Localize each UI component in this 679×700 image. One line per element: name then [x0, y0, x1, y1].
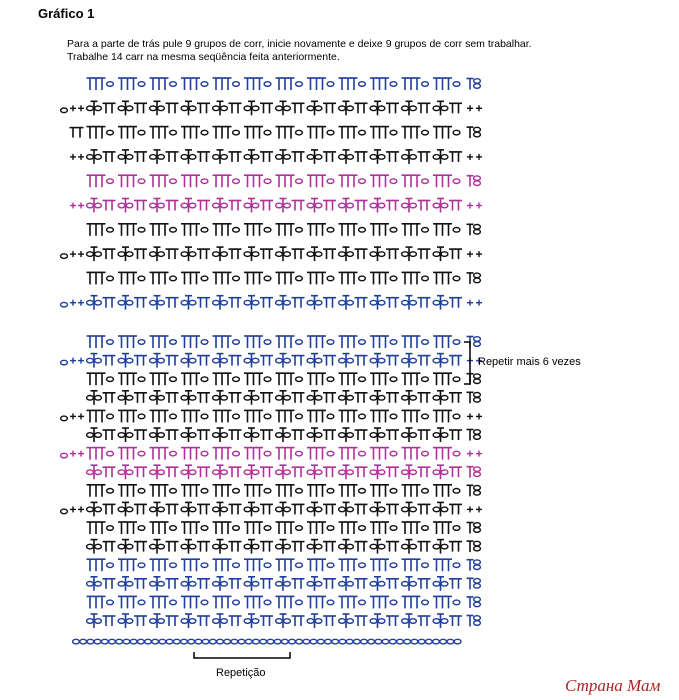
- chart-row-bottom-11: [87, 522, 481, 534]
- chart-row-bottom-16: [87, 614, 481, 628]
- chart-row-bottom-7: [61, 448, 482, 460]
- chart-title: Gráfico 1: [38, 6, 95, 21]
- instruction-line-1: Para a parte de trás pule 9 grupos de corr, inicie novamente e deixe 9 grupos de corr sem trabalhar.: [67, 38, 532, 50]
- repetition-bracket: [194, 652, 290, 658]
- repeat-bracket: [464, 342, 470, 384]
- chart-row-bottom-14: [87, 577, 481, 591]
- chart-row-bottom-13: [87, 559, 481, 571]
- chart-row-bottom-15: [87, 596, 481, 608]
- chart-row-top-3: [70, 127, 481, 139]
- chart-row-top-4: [70, 150, 482, 164]
- chart-row-top-1: [87, 78, 481, 90]
- chart-row-bottom-2: [61, 354, 482, 368]
- chart-row-top-9: [87, 272, 481, 284]
- watermark-logo: Страна Мам: [565, 676, 661, 695]
- chart-row-top-6: [70, 199, 482, 213]
- chart-row-top-2: [61, 101, 482, 115]
- chart-row-bottom-4: [87, 391, 481, 405]
- chart-row-top-5: [87, 175, 481, 187]
- chart-row-bottom-5: [61, 410, 482, 422]
- chart-row-top-10: [61, 296, 482, 310]
- repeat-label: Repetir mais 6 vezes: [478, 356, 581, 368]
- chart-row-bottom-9: [87, 485, 481, 497]
- chart-row-top-8: [61, 247, 482, 261]
- repetition-label: Repetição: [216, 667, 266, 679]
- chart-row-bottom-3: [87, 373, 481, 385]
- chart-row-top-7: [87, 224, 481, 236]
- chart-row-bottom-1: [87, 336, 481, 348]
- instruction-line-2: Trabalhe 14 carr na mesma seqüência feita anteriormente.: [67, 51, 340, 63]
- chart-row-bottom-6: [87, 428, 481, 442]
- foundation-chain: [73, 639, 461, 644]
- chart-row-bottom-8: [87, 465, 481, 479]
- chart-row-bottom-10: [61, 502, 482, 516]
- chart-row-bottom-12: [87, 540, 481, 554]
